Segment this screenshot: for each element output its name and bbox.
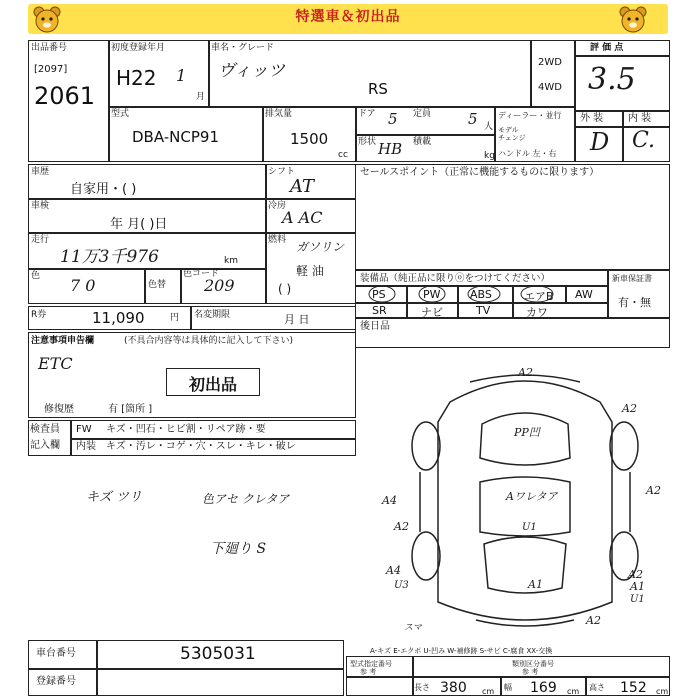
model-change-label-2: チェンジ xyxy=(498,134,526,142)
interior-label: 内 装 xyxy=(628,113,652,124)
damage-label-7: Aワレタア xyxy=(506,490,558,503)
grade: RS xyxy=(368,80,388,98)
length-unit: cm xyxy=(482,687,495,696)
capacity-unit: 人 xyxy=(484,122,494,132)
damage-legend: A-キズ E-エクボ U-凹み W-補修跡 S-サビ C-腐食 XX-交換 xyxy=(370,647,553,655)
damage-label-13: A1 xyxy=(630,580,645,593)
equip-leather: カワ xyxy=(526,306,548,319)
color-code-label: 色コード xyxy=(183,269,220,279)
chassis-number: 5305031 xyxy=(180,644,256,664)
damage-label-4: PP凹 xyxy=(514,426,540,439)
length-value: 380 xyxy=(440,680,467,696)
chassis-label: 車台番号 xyxy=(36,648,76,659)
warranty-value: 有・無 xyxy=(618,296,651,309)
warranty-label: 新車保証書 xyxy=(612,274,652,283)
exterior-label: 外 装 xyxy=(580,113,604,124)
damage-label-6: A2 xyxy=(394,520,409,533)
drive-2wd: 2WD xyxy=(538,57,562,68)
color-label: 色 xyxy=(31,271,41,281)
lot-number: 2061 xyxy=(34,82,96,110)
body-type: HB xyxy=(378,140,403,158)
comment-3: 下廻り S xyxy=(210,541,267,557)
load-unit: kg xyxy=(484,151,495,161)
rear-items-label: 後日品 xyxy=(360,321,390,332)
ac-value: A AC xyxy=(282,208,323,227)
damage-label-5: A4 xyxy=(382,494,397,507)
equipment-circles xyxy=(362,284,606,304)
damage-label-10: U3 xyxy=(394,580,409,591)
model: DBA-NCP91 xyxy=(132,128,220,146)
equip-abs: ABS xyxy=(470,288,492,301)
interior-grade: C. xyxy=(632,128,656,153)
inspection-label: 車検 xyxy=(31,201,50,211)
exterior-grade: D xyxy=(590,128,610,156)
equip-aw: AW xyxy=(575,288,593,301)
handle-label: ハンドル 左・右 xyxy=(498,149,557,158)
inspector-label-2: 記入欄 xyxy=(30,440,60,451)
interior-items: キズ・汚レ・コゲ・穴・スレ・キレ・破レ xyxy=(106,441,296,452)
selling-points-section xyxy=(355,164,670,270)
equip-tv: TV xyxy=(476,304,491,317)
equip-pw: PW xyxy=(423,288,441,301)
first-listing-stamp: 初出品 xyxy=(166,368,260,396)
drive-4wd: 4WD xyxy=(538,82,562,93)
equip-ps: PS xyxy=(372,288,386,301)
doors-label: ドア xyxy=(358,109,376,119)
equip-airbag: エアB xyxy=(524,290,554,303)
damage-label-8: U1 xyxy=(522,522,537,533)
ref-label-2: 参 考 xyxy=(522,668,539,676)
equipment-label: 装備品（純正品に限りⓞをつけてください） xyxy=(360,273,551,284)
model-change-label: モデル xyxy=(498,126,519,134)
fw-items: キズ・凹石・ヒビ割・リペア跡・要 xyxy=(106,424,266,435)
recycle-label: R券 xyxy=(31,310,47,320)
type-class-label: 類別区分番号 xyxy=(512,660,554,668)
color-plate-label: 色替 xyxy=(148,280,167,290)
length-label: 長さ xyxy=(414,683,430,692)
type-designation-label: 型式指定番号 xyxy=(350,660,392,668)
mileage-value: 11万3千976 xyxy=(60,247,159,267)
selling-points-label: セールスポイント（正常に機能するものに限ります） xyxy=(360,167,600,178)
inspection-value: 年 月( )日 xyxy=(110,217,168,232)
model-label: 型式 xyxy=(111,109,130,119)
color-code: 209 xyxy=(204,276,235,295)
banner-title: 特選車＆初出品 xyxy=(295,9,401,25)
width-unit: cm xyxy=(567,687,580,696)
registration-era: H22 xyxy=(116,66,157,90)
damage-label-16: A2 xyxy=(586,614,601,627)
score: 3.5 xyxy=(588,62,636,97)
history-label: 車歴 xyxy=(31,167,50,177)
score-label: 評 価 点 xyxy=(590,43,624,53)
displacement: 1500 xyxy=(290,130,329,148)
damage-label-9: A4 xyxy=(386,564,401,577)
car-name-label: 車名・グレード xyxy=(211,43,275,53)
ac-label: 冷房 xyxy=(268,201,287,211)
first-registration-label: 初度登録年月 xyxy=(111,43,166,53)
height-label: 高さ xyxy=(589,683,605,692)
shift-label: シフト xyxy=(268,167,296,177)
registration-month: 1 xyxy=(176,66,187,85)
notes-label: 注意事項申告欄 xyxy=(31,336,95,346)
cc-unit: cc xyxy=(338,150,348,160)
mileage-label: 走行 xyxy=(31,235,50,245)
height-value: 152 xyxy=(620,680,647,696)
displacement-label: 排気量 xyxy=(265,109,293,119)
height-unit: cm xyxy=(656,687,669,696)
damage-label-2: A2 xyxy=(622,402,637,415)
rear-items-section xyxy=(355,318,670,348)
load-label: 積載 xyxy=(413,137,432,147)
registration-number-label: 登録番号 xyxy=(36,676,76,687)
bear-mascot-icon-left xyxy=(32,5,62,33)
equip-navi: ナビ xyxy=(421,306,443,319)
notes-value: ETC xyxy=(38,354,73,373)
damage-label-11: A1 xyxy=(528,578,543,591)
repair-value: 有 [箇所 ] xyxy=(108,404,153,415)
repair-label: 修復歴 xyxy=(44,404,74,415)
shift-value: AT xyxy=(290,176,315,197)
equip-sr: SR xyxy=(372,304,387,317)
name-change-value: 月 日 xyxy=(284,313,310,326)
history-value: 自家用・( ) xyxy=(70,182,137,197)
width-value: 169 xyxy=(530,680,557,696)
color-value: 7 0 xyxy=(70,276,96,295)
month-unit: 月 xyxy=(196,92,206,102)
lot-code: [2097] xyxy=(34,64,68,75)
dealer-label: ディーラー・並行 xyxy=(498,111,562,120)
capacity-label: 定員 xyxy=(413,109,432,119)
comment-2: 色アセ クレタア xyxy=(202,492,290,506)
comment-1: キズ ツリ xyxy=(86,490,142,505)
fuel-alt: 軽 油 xyxy=(296,264,324,278)
ref-label-1: 参 考 xyxy=(360,668,377,676)
car-name: ヴィッツ xyxy=(218,61,285,81)
fuel-label: 燃料 xyxy=(268,235,287,245)
body-label: 形状 xyxy=(358,137,377,147)
name-change-label: 名変期限 xyxy=(194,310,231,320)
notes-hint: (不具合内容等は具体的に記入して下さい) xyxy=(124,336,294,346)
damage-label-12: A2 xyxy=(628,568,643,581)
bear-mascot-icon-right xyxy=(618,5,648,33)
lot-number-label: 出品番号 xyxy=(31,43,68,53)
doors: 5 xyxy=(388,110,398,128)
width-label: 幅 xyxy=(504,683,512,692)
fuel-value: ガソリン xyxy=(296,240,345,254)
damage-label-3: A2 xyxy=(646,484,661,497)
mileage-unit: km xyxy=(224,256,238,266)
damage-label-1: A2 xyxy=(518,366,533,379)
interior-check-label: 内装 xyxy=(76,441,96,452)
inspector-label-1: 検査員 xyxy=(30,424,60,435)
damage-label-14: U1 xyxy=(630,594,645,605)
fw-label: FW xyxy=(76,424,92,435)
fuel-paren: ( ) xyxy=(278,282,292,296)
capacity: 5 xyxy=(468,110,478,128)
damage-label-15: スマ xyxy=(404,623,422,633)
recycle-unit: 円 xyxy=(170,313,180,323)
recycle-value: 11,090 xyxy=(92,309,145,327)
